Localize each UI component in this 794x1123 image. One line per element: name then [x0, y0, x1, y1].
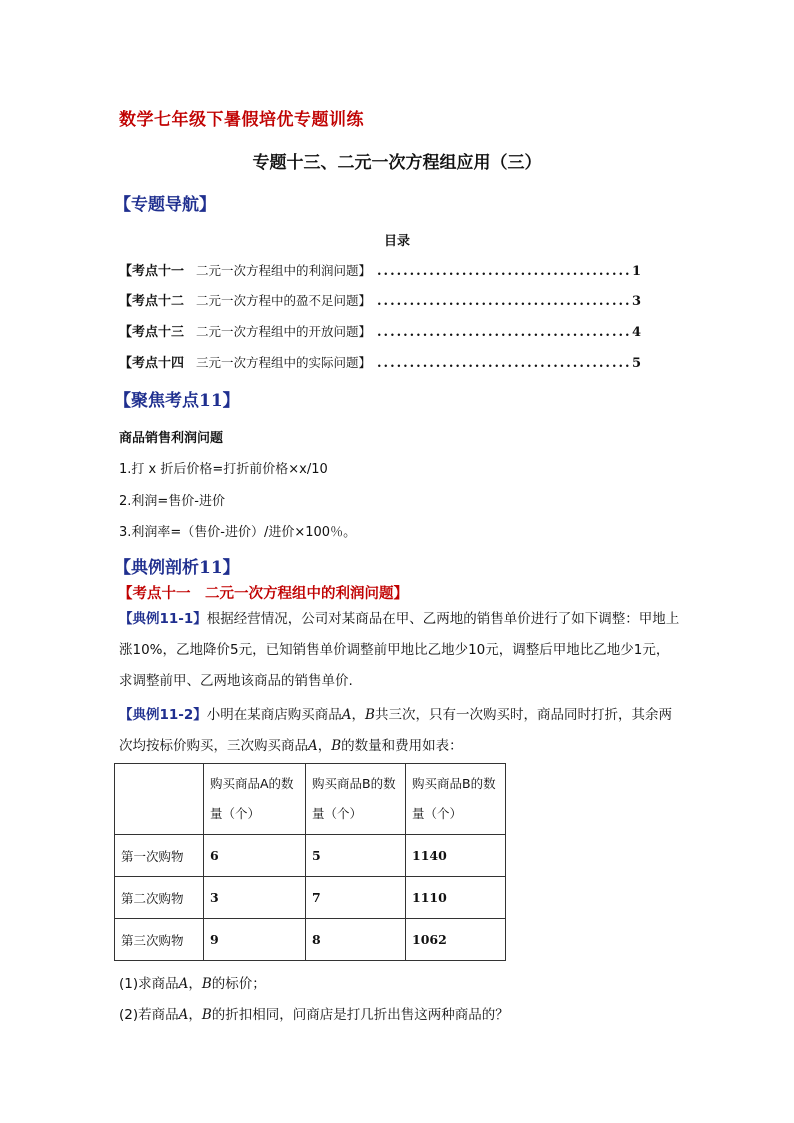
- table-header-cell: 购买商品B的数量（个）: [306, 764, 406, 835]
- toc-item[interactable]: [119, 290, 641, 309]
- series-title: 数学七年级下暑假培优专题训练: [119, 110, 364, 130]
- question-2: [119, 1003, 509, 1023]
- section-focus-heading: 【聚焦考点11】: [114, 391, 240, 411]
- table-cell: 第一次购物: [115, 835, 204, 877]
- toc-item-key: 【考点十二: [119, 294, 185, 309]
- toc-item-key: 【考点十一: [119, 264, 185, 279]
- toc-leader-dots: [377, 264, 630, 279]
- table-cell: 第三次购物: [115, 919, 204, 961]
- toc-item-title: 二元一次方程组中的利润问题】: [196, 263, 372, 278]
- page-title: 专题十三、二元一次方程组应用（三）: [252, 153, 542, 173]
- toc-item-title: 二元一次方程中的盈不足问题】: [196, 293, 372, 308]
- table-cell: 9: [204, 919, 306, 961]
- example-1: [119, 604, 681, 697]
- example-tag: 【典例11-1】: [119, 611, 207, 627]
- table-cell: 1140: [406, 835, 506, 877]
- example-tag: 【典例11-2】: [119, 707, 207, 723]
- table-cell: 8: [306, 919, 406, 961]
- separator: ，: [188, 1007, 202, 1023]
- toc-leader-dots: [377, 325, 630, 340]
- toc-item-page: 5: [631, 356, 641, 371]
- example-text: 的数量和费用如表：: [341, 738, 463, 754]
- table-header-cell: 购买商品B的数量（个）: [406, 764, 506, 835]
- section-nav-heading: 【专题导航】: [114, 195, 216, 215]
- question-text: (2)若商品: [119, 1007, 179, 1023]
- toc-item-key: 【考点十四: [119, 356, 185, 371]
- separator: ，: [351, 707, 366, 723]
- table-cell: 1062: [406, 919, 506, 961]
- variable-a: A: [341, 707, 352, 723]
- table-header-cell: 购买商品A的数量（个）: [204, 764, 306, 835]
- question-1: [119, 972, 266, 992]
- separator: ，: [188, 976, 202, 992]
- toc-item-title: 三元一次方程组中的实际问题】: [196, 355, 372, 370]
- variable-b: B: [201, 1007, 212, 1023]
- example-text: 共三次，只有一次购买时，商品同时打折，其余两次均按标价购买，三次购买商品: [119, 707, 672, 754]
- purchase-table: [114, 763, 506, 961]
- table-cell: 7: [306, 877, 406, 919]
- table-cell: 1110: [406, 877, 506, 919]
- variable-b: B: [201, 976, 212, 992]
- example-text: 根据经营情况，公司对某商品在甲、乙两地的销售单价进行了如下调整：甲地上涨10%，乙地降价5元，已知销售单价调整前甲地比乙地少10元，调整后甲地比乙地少1元，求调整前甲、乙两地该商品的销售单价.: [119, 611, 680, 689]
- variable-b: B: [331, 738, 342, 754]
- section-examples-heading: 【典例剖析11】: [114, 558, 240, 578]
- table-cell: 3: [204, 877, 306, 919]
- table-cell: 5: [306, 835, 406, 877]
- toc-title: 目录: [383, 234, 410, 249]
- table-row: [115, 919, 506, 961]
- variable-a: A: [178, 1007, 189, 1023]
- question-text: 的标价；: [211, 976, 266, 992]
- variable-a: A: [308, 738, 318, 754]
- table-header-row: [115, 764, 506, 835]
- table-header-cell: [115, 764, 204, 835]
- toc-item-page: 4: [631, 325, 641, 340]
- variable-a: A: [178, 976, 189, 992]
- toc-leader-dots: [377, 356, 630, 371]
- example-2: [119, 700, 681, 762]
- table-row: [115, 835, 506, 877]
- question-text: (1)求商品: [119, 976, 179, 992]
- focus-heading: 商品销售利润问题: [119, 431, 224, 446]
- question-text: 的折扣相同，问商店是打几折出售这两种商品的？: [211, 1007, 509, 1023]
- toc-item-page: 1: [631, 264, 641, 279]
- focus-point: 2.利润=售价-进价: [119, 494, 225, 509]
- topic-heading: 【考点十一 二元一次方程组中的利润问题】: [118, 585, 408, 602]
- focus-point: 1.打 x 折后价格=打折前价格×x/10: [119, 462, 328, 477]
- table-cell: 第二次购物: [115, 877, 204, 919]
- example-text: 小明在某商店购买商品: [206, 707, 342, 723]
- toc-item[interactable]: [119, 260, 641, 279]
- focus-point: 3.利润率=（售价-进价）/进价×100％。: [119, 525, 357, 540]
- toc-item-key: 【考点十三: [119, 325, 185, 340]
- toc-item-title: 二元一次方程组中的开放问题】: [196, 324, 372, 339]
- toc-leader-dots: [377, 294, 630, 309]
- table-row: [115, 877, 506, 919]
- toc-item-page: 3: [631, 294, 641, 309]
- separator: ，: [317, 738, 332, 754]
- toc-item[interactable]: [119, 352, 641, 371]
- variable-b: B: [365, 707, 375, 723]
- toc-item[interactable]: [119, 321, 641, 340]
- table-cell: 6: [204, 835, 306, 877]
